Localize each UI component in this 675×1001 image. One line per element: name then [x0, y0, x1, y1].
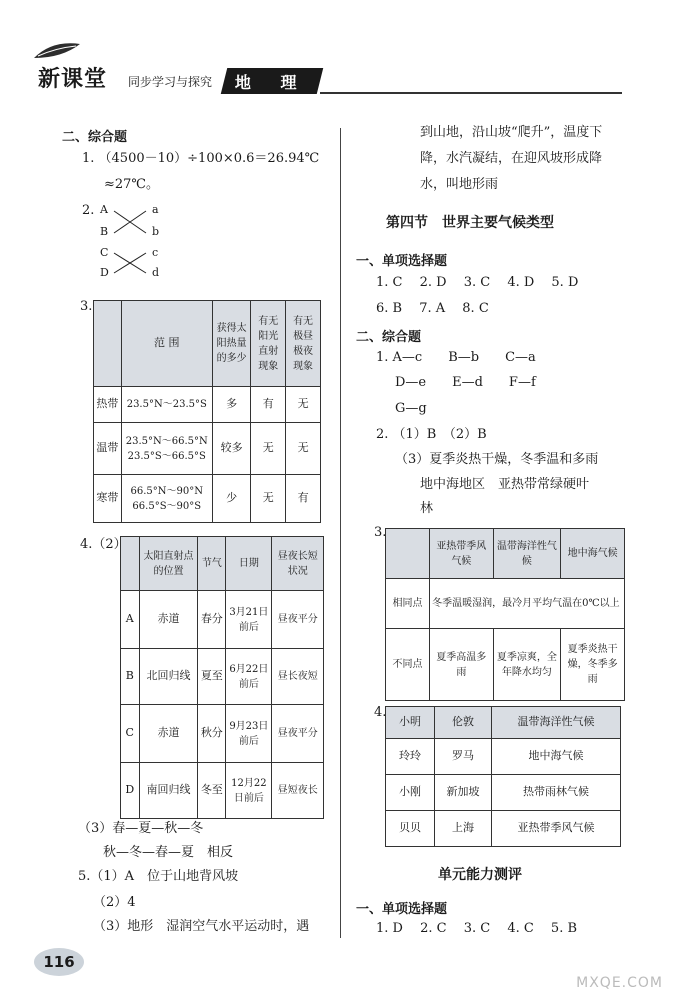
- answer-line: 秋—冬—春—夏 相反: [103, 845, 234, 860]
- city-climate-table: [385, 706, 621, 847]
- table-cell: 6月22日前后: [226, 649, 272, 705]
- table-header: 昼夜长短状况: [272, 537, 324, 591]
- table-cell: C: [121, 705, 140, 763]
- table-cell: 昼夜平分: [272, 591, 324, 649]
- table-row: [386, 775, 621, 811]
- climate-compare-table: [385, 528, 625, 701]
- subject-tab: [221, 68, 323, 94]
- table-cell: 夏至: [198, 649, 226, 705]
- table-row: [386, 811, 621, 847]
- table-cell: 赤道: [139, 705, 198, 763]
- answer-line: （3）地形 湿润空气水平运动时，遇: [93, 919, 310, 934]
- page-number: 116: [34, 948, 84, 976]
- table-cell: 赤道: [139, 591, 198, 649]
- table-row: [121, 705, 324, 763]
- match-label: a: [152, 203, 159, 216]
- watermark: MXQE.COM: [576, 975, 663, 991]
- table-cell: 无: [251, 475, 286, 523]
- answer-line: 5.（1）A 位于山地背风坡: [78, 869, 239, 884]
- section-heading: 二、综合题: [62, 130, 128, 145]
- table-cell: 有: [251, 387, 286, 423]
- table-header: 亚热带季风气候: [430, 529, 493, 579]
- table-cell: 亚热带季风气候: [492, 811, 621, 847]
- table-cell: 夏季炎热干燥，冬季多雨: [561, 629, 625, 701]
- table-row: [386, 579, 625, 629]
- question-number: 2.: [82, 203, 95, 218]
- table-row: [94, 423, 321, 475]
- answer-line: （2）4: [93, 895, 136, 910]
- match-label: D: [100, 266, 109, 279]
- table-cell: 无: [286, 423, 321, 475]
- subject-label: 地 理: [235, 72, 309, 92]
- table-cell: 无: [286, 387, 321, 423]
- answer-line: 2. （1）B （2）B: [376, 427, 487, 442]
- table-header: 范 围: [121, 301, 212, 387]
- solar-position-table: [120, 536, 324, 819]
- table-cell: 上海: [435, 811, 492, 847]
- table-header: 有无极昼极夜现象: [286, 301, 321, 387]
- table-header: 温带海洋性气候: [492, 707, 621, 739]
- table-header: [121, 537, 140, 591]
- table-header: 温带海洋性气候: [493, 529, 561, 579]
- table-cell: 较多: [212, 423, 250, 475]
- column-divider: [340, 128, 341, 938]
- table-header: 太阳直射点的位置: [139, 537, 198, 591]
- table-header: 地中海气候: [561, 529, 625, 579]
- answer-line: 1. D 2. C 3. C 4. C 5. B: [376, 921, 578, 936]
- table-cell: 23.5°N～23.5°S: [121, 387, 212, 423]
- table-cell: 夏季高温多雨: [430, 629, 493, 701]
- table-header: [386, 529, 430, 579]
- table-header: 节气: [198, 537, 226, 591]
- table-cell: 多: [212, 387, 250, 423]
- table-cell: 地中海气候: [492, 739, 621, 775]
- table-cell: B: [121, 649, 140, 705]
- table-header: 伦敦: [435, 707, 492, 739]
- answer-line: G—g: [395, 401, 427, 416]
- table-cell: 66.5°N～90°N 66.5°S～90°S: [121, 475, 212, 523]
- answer-line: 地中海地区 亚热带常绿硬叶: [420, 477, 590, 492]
- table-cell: 南回归线: [139, 763, 198, 819]
- table-cell: 罗马: [435, 739, 492, 775]
- table-cell: 北回归线: [139, 649, 198, 705]
- section-heading: 一、单项选择题: [356, 902, 448, 917]
- table-header: 获得太阳热量的多少: [212, 301, 250, 387]
- table-row: [94, 387, 321, 423]
- table-cell: 少: [212, 475, 250, 523]
- answer-line: D—e E—d F—f: [395, 375, 536, 390]
- table-row: [121, 591, 324, 649]
- table-header: 有无阳光直射现象: [251, 301, 286, 387]
- table-cell: A: [121, 591, 140, 649]
- table-cell: 秋分: [198, 705, 226, 763]
- table-header: 小明: [386, 707, 435, 739]
- table-cell: 昼短夜长: [272, 763, 324, 819]
- match-label: d: [152, 266, 160, 279]
- table-cell: 昼夜平分: [272, 705, 324, 763]
- table-cell: 3月21日前后: [226, 591, 272, 649]
- table-cell: 热带雨林气候: [492, 775, 621, 811]
- table-cell: D: [121, 763, 140, 819]
- brand-subtitle: 同步学习与探究: [128, 75, 213, 89]
- answer-line: 1. A—c B—b C—a: [376, 350, 536, 365]
- table-cell: 夏季凉爽，全年降水均匀: [493, 629, 561, 701]
- table-row: [121, 649, 324, 705]
- table-header: 日期: [226, 537, 272, 591]
- table-cell: 玲玲: [386, 739, 435, 775]
- answer-line: 1. （4500－10）÷100×0.6＝26.94℃: [82, 151, 320, 166]
- answer-line: 水，叫地形雨: [420, 177, 499, 192]
- table-cell: 冬至: [198, 763, 226, 819]
- match-label: c: [152, 246, 159, 259]
- question-number: 4.（2）: [80, 537, 127, 552]
- matching-diagram: [100, 204, 170, 282]
- header-rule: [320, 92, 622, 94]
- answer-line: 林: [420, 501, 434, 516]
- section-heading: 二、综合题: [356, 330, 422, 345]
- table-cell: 春分: [198, 591, 226, 649]
- match-label: b: [152, 225, 160, 238]
- question-number: 3.: [80, 299, 93, 314]
- table-cell: 温带: [94, 423, 122, 475]
- table-cell: 不同点: [386, 629, 430, 701]
- section-title: 第四节 世界主要气候类型: [386, 215, 554, 231]
- table-cell: 相同点: [386, 579, 430, 629]
- table-row: [386, 629, 625, 701]
- table-cell: 新加坡: [435, 775, 492, 811]
- table-cell: 9月23日前后: [226, 705, 272, 763]
- table-row: [386, 739, 621, 775]
- table-cell: 有: [286, 475, 321, 523]
- table-cell: 寒带: [94, 475, 122, 523]
- question-number: 3.: [374, 525, 387, 540]
- answer-line: 6. B 7. A 8. C: [376, 301, 489, 316]
- table-cell: 昼长夜短: [272, 649, 324, 705]
- table-cell: 12月22日前后: [226, 763, 272, 819]
- question-number: 4.: [374, 705, 387, 720]
- table-row: [94, 475, 321, 523]
- answer-line: 降，水汽凝结，在迎风坡形成降: [420, 151, 603, 166]
- table-cell: 小刚: [386, 775, 435, 811]
- answer-line: 到山地，沿山坡“爬升”，温度下: [420, 125, 603, 140]
- match-label: C: [100, 246, 109, 259]
- section-heading: 一、单项选择题: [356, 254, 448, 269]
- table-cell: 无: [251, 423, 286, 475]
- table-row: [121, 763, 324, 819]
- answer-line: 1. C 2. D 3. C 4. D 5. D: [376, 275, 579, 290]
- answer-line: （3）夏季炎热干燥，冬季温和多雨: [395, 452, 599, 467]
- match-label: A: [100, 203, 108, 216]
- table-cell: 热带: [94, 387, 122, 423]
- table-cell: 冬季温暖湿润，最冷月平均气温在0℃以上: [430, 579, 625, 629]
- table-cell: 贝贝: [386, 811, 435, 847]
- answer-line: （3）春—夏—秋—冬: [78, 821, 204, 836]
- match-label: B: [100, 225, 109, 238]
- section-title: 单元能力测评: [438, 867, 522, 883]
- heat-zone-table: [93, 300, 321, 523]
- table-cell: 23.5°N～66.5°N 23.5°S～66.5°S: [121, 423, 212, 475]
- brand-title: 新课堂: [38, 67, 108, 92]
- answer-line: ≈27℃。: [104, 177, 159, 192]
